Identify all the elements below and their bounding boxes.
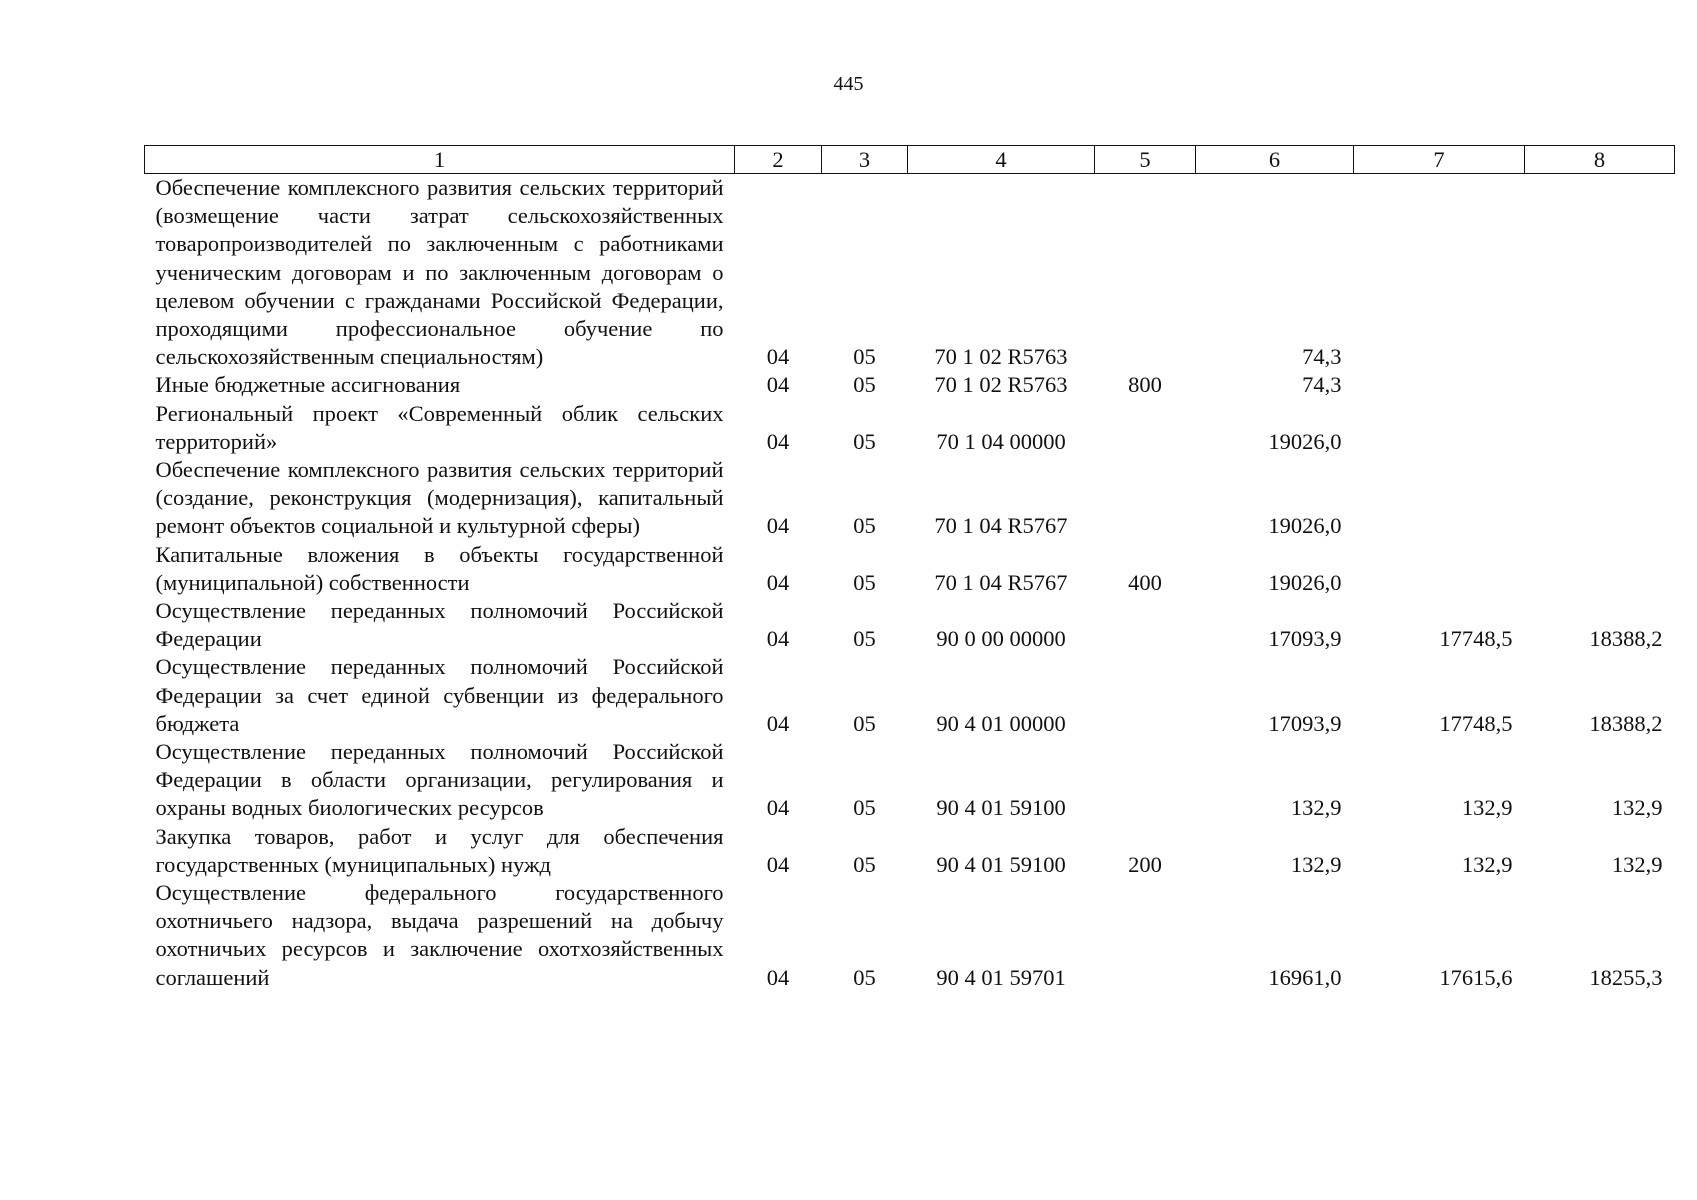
row-sum-3 <box>1525 371 1675 399</box>
budget-table <box>144 145 1675 992</box>
row-sum-1: 74,3 <box>1302 372 1342 398</box>
row-section: 04 <box>766 513 790 539</box>
row-sum-3: 132,9 <box>1611 851 1663 877</box>
page-number: 445 <box>833 73 864 95</box>
header-col-8: 8 <box>1525 146 1675 174</box>
row-section: 04 <box>766 344 790 370</box>
table-row <box>145 738 1675 823</box>
row-subsection: 05 <box>853 428 876 454</box>
row-target-code: 90 4 01 00000 <box>936 710 1066 736</box>
row-sum-3: 18388,2 <box>1589 710 1663 736</box>
row-name: Осуществление переданных полномочий Российской Федерации в области организации, регулирования и охраны водных биологических ресурсов <box>155 739 724 821</box>
header-col-1: 1 <box>145 146 735 174</box>
row-expense-type <box>1095 174 1196 372</box>
row-sum-1: 132,9 <box>1290 851 1342 877</box>
row-section: 04 <box>766 372 790 398</box>
row-sum-2 <box>1354 541 1525 597</box>
table-row <box>145 597 1675 653</box>
row-name: Осуществление переданных полномочий Российской Федерации за счет единой субвенции из федерального бюджета <box>155 654 724 736</box>
table-row <box>145 823 1675 879</box>
row-target-code: 70 1 04 R5767 <box>934 513 1068 539</box>
row-section: 04 <box>766 851 790 877</box>
row-sum-3 <box>1525 456 1675 541</box>
row-sum-2: 17615,6 <box>1439 964 1513 990</box>
row-section: 04 <box>766 569 790 595</box>
row-expense-type <box>1095 879 1196 992</box>
row-sum-1: 17093,9 <box>1268 626 1342 652</box>
row-sum-2 <box>1354 371 1525 399</box>
row-target-code: 90 4 01 59100 <box>936 795 1066 821</box>
row-section: 04 <box>766 710 790 736</box>
row-name: Обеспечение комплексного развития сельских территорий (возмещение части затрат сельскохозяйственных товаропроизводителей по заключенным с работниками ученическим договорам и по заключенным договорам о целевом обучении с гражданами Российской Федерации, проходящими профессиональное обучение по сельскохозяйственным специальностям) <box>155 175 724 370</box>
table-header <box>145 146 1675 174</box>
row-sum-1: 132,9 <box>1290 795 1342 821</box>
row-section: 04 <box>766 626 790 652</box>
table-row <box>145 879 1675 992</box>
row-subsection: 05 <box>853 626 876 652</box>
row-sum-3: 18388,2 <box>1589 626 1663 652</box>
row-target-code: 70 1 04 R5767 <box>934 569 1068 595</box>
row-subsection: 05 <box>853 513 876 539</box>
row-sum-3 <box>1525 400 1675 456</box>
row-name: Осуществление переданных полномочий Российской Федерации <box>155 598 724 652</box>
row-sum-2: 17748,5 <box>1439 710 1513 736</box>
header-row <box>145 146 1675 174</box>
row-subsection: 05 <box>853 569 876 595</box>
table-row <box>145 456 1675 541</box>
row-expense-type: 200 <box>1128 851 1162 877</box>
row-name: Осуществление федерального государственного охотничьего надзора, выдача разрешений на добычу охотничьих ресурсов и заключение охотхозяйственных соглашений <box>155 880 724 990</box>
table-body <box>145 174 1675 992</box>
table-row <box>145 174 1675 372</box>
table-row <box>145 371 1675 399</box>
table-row <box>145 541 1675 597</box>
row-subsection: 05 <box>853 851 876 877</box>
row-expense-type <box>1095 738 1196 823</box>
row-target-code: 70 1 02 R5763 <box>934 344 1068 370</box>
header-col-5: 5 <box>1095 146 1196 174</box>
row-target-code: 70 1 04 00000 <box>936 428 1066 454</box>
row-expense-type <box>1095 597 1196 653</box>
row-sum-1: 19026,0 <box>1268 428 1342 454</box>
header-col-2: 2 <box>735 146 822 174</box>
row-expense-type <box>1095 653 1196 738</box>
row-sum-2 <box>1354 400 1525 456</box>
header-col-6: 6 <box>1196 146 1354 174</box>
row-expense-type: 400 <box>1128 569 1162 595</box>
table-row <box>145 400 1675 456</box>
row-subsection: 05 <box>853 344 876 370</box>
row-expense-type <box>1095 456 1196 541</box>
header-col-3: 3 <box>822 146 908 174</box>
header-col-7: 7 <box>1354 146 1525 174</box>
row-sum-3 <box>1525 174 1675 372</box>
row-expense-type <box>1095 400 1196 456</box>
row-sum-2 <box>1354 456 1525 541</box>
row-sum-2: 17748,5 <box>1439 626 1513 652</box>
row-section: 04 <box>766 795 790 821</box>
row-sum-2: 132,9 <box>1461 795 1513 821</box>
row-name: Капитальные вложения в объекты государственной (муниципальной) собственности <box>155 541 724 595</box>
row-sum-3: 132,9 <box>1611 795 1663 821</box>
row-name: Иные бюджетные ассигнования <box>155 372 461 398</box>
row-expense-type: 800 <box>1128 372 1162 398</box>
row-sum-3 <box>1525 541 1675 597</box>
row-name: Региональный проект «Современный облик сельских территорий» <box>155 400 724 454</box>
row-target-code: 90 4 01 59100 <box>936 851 1066 877</box>
row-sum-1: 19026,0 <box>1268 513 1342 539</box>
row-sum-3: 18255,3 <box>1589 964 1663 990</box>
row-sum-1: 17093,9 <box>1268 710 1342 736</box>
row-target-code: 90 0 00 00000 <box>936 626 1066 652</box>
row-sum-2: 132,9 <box>1461 851 1513 877</box>
header-col-4: 4 <box>908 146 1095 174</box>
row-section: 04 <box>766 964 790 990</box>
row-name: Обеспечение комплексного развития сельских территорий (создание, реконструкция (модернизация), капитальный ремонт объектов социальной и культурной сферы) <box>155 457 724 539</box>
row-target-code: 70 1 02 R5763 <box>934 372 1068 398</box>
row-target-code: 90 4 01 59701 <box>936 964 1066 990</box>
row-sum-2 <box>1354 174 1525 372</box>
row-name: Закупка товаров, работ и услуг для обеспечения государственных (муниципальных) нужд <box>155 823 724 877</box>
row-sum-1: 19026,0 <box>1268 569 1342 595</box>
table-row <box>145 653 1675 738</box>
row-sum-1: 74,3 <box>1302 344 1342 370</box>
row-subsection: 05 <box>853 964 876 990</box>
row-sum-1: 16961,0 <box>1268 964 1342 990</box>
row-subsection: 05 <box>853 795 876 821</box>
row-section: 04 <box>766 428 790 454</box>
row-subsection: 05 <box>853 710 876 736</box>
row-subsection: 05 <box>853 372 876 398</box>
